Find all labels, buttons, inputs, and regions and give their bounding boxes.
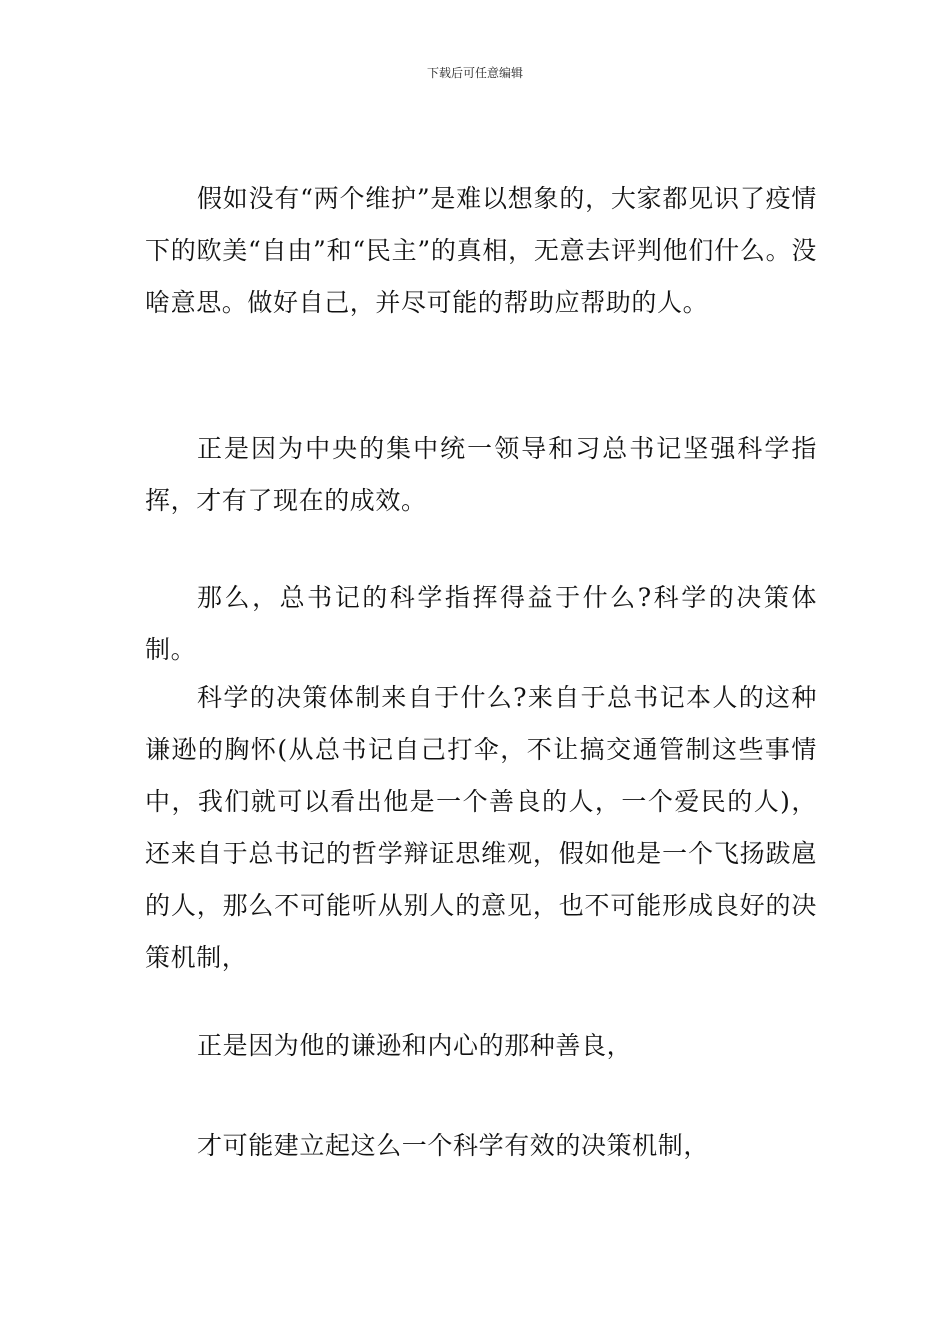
paragraph-1: 假如没有“两个维护”是难以想象的，大家都见识了疫情下的欧美“自由”和“民主”的真相，无意去评判他们什么。没啥意思。做好自己，并尽可能的帮助应帮助的人。 [145,184,817,317]
paragraph-6: 才可能建立起这么一个科学有效的决策机制， [197,1131,710,1160]
paragraph-3: 那么，总书记的科学指挥得益于什么?科学的决策体制。 [145,583,817,664]
paragraph-2: 正是因为中央的集中统一领导和习总书记坚强科学指挥，才有了现在的成效。 [145,434,817,515]
paragraph-5: 正是因为他的谦逊和内心的那种善良， [197,1031,633,1060]
paragraph-4: 科学的决策体制来自于什么?来自于总书记本人的这种谦逊的胸怀(从总书记自己打伞，不让搞交通管制这些事情中，我们就可以看出他是一个善良的人，一个爱民的人)，还来自于总书记的哲学辩证思维观，假如他是一个飞扬跋扈的人，那么不可能听从别人的意见，也不可能形成良好的决策机制， [145,683,817,972]
page-header: 下载后可任意编辑 [426,66,523,80]
